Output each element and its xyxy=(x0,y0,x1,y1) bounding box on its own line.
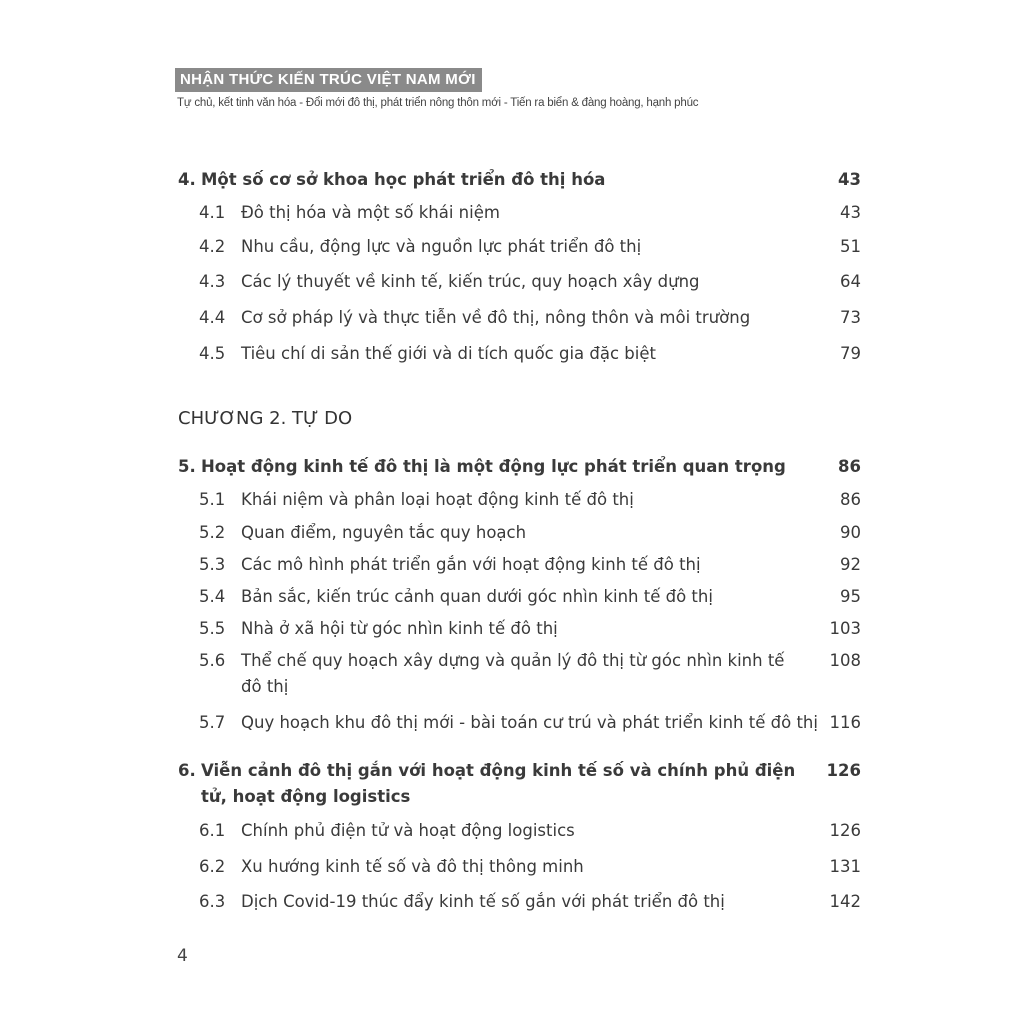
toc-page-number: 73 xyxy=(840,308,861,327)
toc-item-title: Nhà ở xã hội từ góc nhìn kinh tế đô thị xyxy=(241,619,558,638)
toc-item-title: Quy hoạch khu đô thị mới - bài toán cư trú và phát triển kinh tế đô thị xyxy=(241,713,818,732)
toc-item-number: 5.6 xyxy=(199,651,226,670)
toc-page-number: 116 xyxy=(829,713,861,732)
toc-item-title: Khái niệm và phân loại hoạt động kinh tế đô thị xyxy=(241,490,634,509)
toc-item-title: Quan điểm, nguyên tắc quy hoạch xyxy=(241,523,527,542)
toc-item-number: 4.3 xyxy=(199,272,226,291)
toc-item-number: 4.5 xyxy=(199,344,226,363)
running-header-title: NHẬN THỨC KIẾN TRÚC VIỆT NAM MỚI xyxy=(175,68,482,92)
toc-item-number: 4.1 xyxy=(199,203,226,222)
toc-page-number: 103 xyxy=(829,619,861,638)
toc-item-number: 5.3 xyxy=(199,555,226,574)
toc-item-number: 5.7 xyxy=(199,713,226,732)
toc-page-number: 92 xyxy=(840,555,861,574)
toc-item-title: Dịch Covid-19 thúc đẩy kinh tế số gắn với phát triển đô thị xyxy=(241,892,725,911)
toc-page-number: 79 xyxy=(840,344,861,363)
toc-section-title: Viễn cảnh đô thị gắn với hoạt động kinh tế số và chính phủ điện tử, hoạt động logistics xyxy=(201,761,796,806)
toc-item-title: Nhu cầu, động lực và nguồn lực phát triển đô thị xyxy=(241,237,642,256)
toc-section-title: Hoạt động kinh tế đô thị là một động lực phát triển quan trọng xyxy=(201,457,786,476)
toc-section-number: 4. xyxy=(178,170,196,189)
toc-page-number: 64 xyxy=(840,272,861,291)
page-number-footer: 4 xyxy=(177,946,188,966)
toc-page-number: 43 xyxy=(838,170,861,189)
toc-item-number: 4.4 xyxy=(199,308,226,327)
toc-item-number: 5.1 xyxy=(199,490,226,509)
toc-item-number: 5.5 xyxy=(199,619,226,638)
toc-page-number: 86 xyxy=(840,490,861,509)
toc-section-number: 6. xyxy=(178,761,196,780)
toc-item-title: Các lý thuyết về kinh tế, kiến trúc, quy hoạch xây dựng xyxy=(241,272,700,291)
toc-page-number: 95 xyxy=(840,587,861,606)
toc-item-title: Bản sắc, kiến trúc cảnh quan dưới góc nhìn kinh tế đô thị xyxy=(241,587,713,606)
toc-page-number: 126 xyxy=(826,761,861,780)
toc-page-number: 90 xyxy=(840,523,861,542)
toc-page-number: 131 xyxy=(829,857,861,876)
toc-item-title: Đô thị hóa và một số khái niệm xyxy=(241,203,500,222)
toc-item-title: Các mô hình phát triển gắn với hoạt động kinh tế đô thị xyxy=(241,555,701,574)
toc-item-number: 6.1 xyxy=(199,821,226,840)
toc-item-number: 6.3 xyxy=(199,892,226,911)
toc-page-number: 108 xyxy=(829,651,861,670)
toc-page-number: 126 xyxy=(829,821,861,840)
toc-item-title: Chính phủ điện tử và hoạt động logistics xyxy=(241,821,575,840)
toc-item-number: 4.2 xyxy=(199,237,226,256)
toc-item-title: Tiêu chí di sản thế giới và di tích quốc gia đặc biệt xyxy=(241,344,656,363)
toc-item-title: Cơ sở pháp lý và thực tiễn về đô thị, nông thôn và môi trường xyxy=(241,308,751,327)
chapter-heading[interactable]: CHƯƠNG 2. TỰ DO xyxy=(178,408,353,429)
toc-section-title: Một số cơ sở khoa học phát triển đô thị hóa xyxy=(201,170,606,189)
toc-page-number: 142 xyxy=(829,892,861,911)
toc-item-title: Thể chế quy hoạch xây dựng và quản lý đô thị từ góc nhìn kinh tế đô thị xyxy=(241,651,785,696)
running-header-subtitle: Tự chủ, kết tinh văn hóa - Đổi mới đô thị, phát triển nông thôn mới - Tiến ra biển & đàng hoàng, hạnh phúc xyxy=(177,97,699,109)
toc-item-number: 5.4 xyxy=(199,587,226,606)
toc-section-number: 5. xyxy=(178,457,196,476)
toc-page-number: 51 xyxy=(840,237,861,256)
toc-item-number: 6.2 xyxy=(199,857,226,876)
toc-page-number: 86 xyxy=(838,457,861,476)
toc-item-title: Xu hướng kinh tế số và đô thị thông minh xyxy=(241,857,584,876)
toc-page-number: 43 xyxy=(840,203,861,222)
toc-item-number: 5.2 xyxy=(199,523,226,542)
